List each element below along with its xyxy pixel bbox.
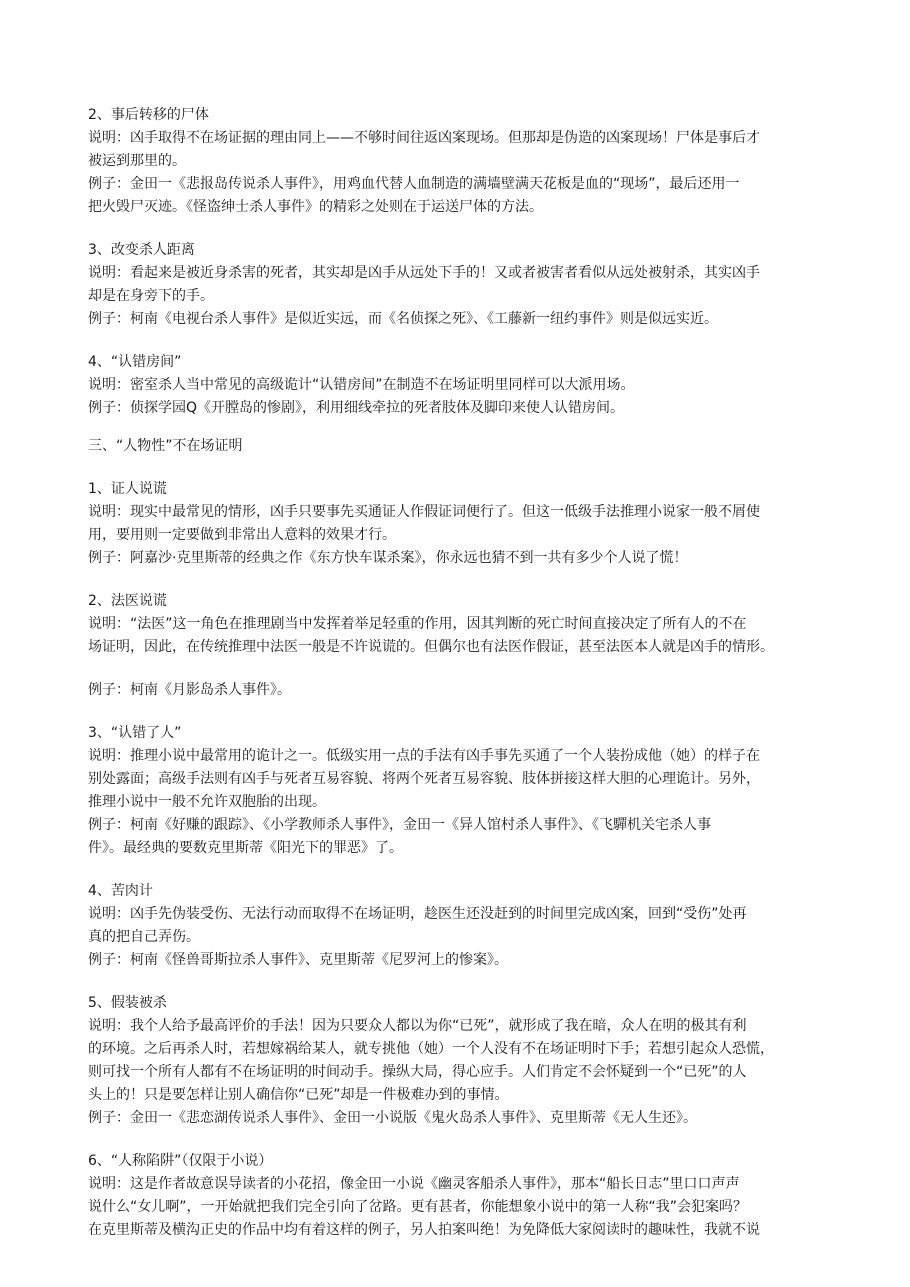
section-heading: 6、“人称陷阱”（仅限于小说） (88, 1153, 273, 1169)
section-heading: 1、证人说谎 (88, 481, 167, 497)
paragraph-line: 真的把自己弄伤。 (88, 929, 200, 945)
paragraph-line: 例子：柯南《月影岛杀人事件》。 (88, 682, 291, 698)
paragraph-line: 头上的！只是要怎样让别人确信你“已死”却是一件极难办到的事情。 (88, 1087, 509, 1103)
paragraph-line: 说明：“法医”这一角色在推理剧当中发挥着举足轻重的作用，因其判断的死亡时间直接决定了所有人的不在 (88, 616, 747, 632)
section-gap (88, 1130, 828, 1150)
paragraph-line: 在克里斯蒂及横沟正史的作品中均有着这样的例子，另人拍案叫绝！为免降低大家阅读时的趣味性，我就不说 (88, 1222, 760, 1238)
section-heading: 4、“认错房间” (88, 354, 182, 370)
paragraph-line: 例子：柯南《怪兽哥斯拉杀人事件》、克里斯蒂《尼罗河上的惨案》。 (88, 952, 508, 968)
paragraph-line: 例子：阿嘉沙·克里斯蒂的经典之作《东方快车谋杀案》，你永远也猜不到一共有多少个人说了慌！ (88, 550, 688, 566)
paragraph-line: 例子：金田一《悲恋湖传说杀人事件》、金田一小说版《鬼火岛杀人事件》、克里斯蒂《无人生还》。 (88, 1110, 697, 1126)
paragraph-line: 说明：看起来是被近身杀害的死者，其实却是凶手从远处下手的！又或者被害者看似从远处被射杀，其实凶手 (88, 265, 760, 281)
paragraph-line: 却是在身旁下的手。 (88, 288, 214, 304)
document-page (88, 104, 828, 1242)
section-gap (88, 972, 828, 992)
paragraph-line: 被运到那里的。 (88, 153, 186, 169)
paragraph-line: 说明：现实中最常见的情形，凶手只要事先买通证人作假证词便行了。但这一低级手法推理小说家一般不屑使 (88, 504, 760, 520)
section-post-moved-body (88, 104, 828, 219)
paragraph-line: 则可找一个所有人都有不在场证明的时间动手。操纵大局，得心应手。人们肯定不会怀疑到一个“已死”的人 (88, 1064, 747, 1080)
section-coroner-lies (88, 590, 828, 659)
paragraph-line: 把火毁尸灭迹。《怪盗绅士杀人事件》的精彩之处则在于运送尸体的方法。 (88, 199, 543, 215)
paragraph-line: 说明：我个人给予最高评价的手法！因为只要众人都以为你“已死”，就形成了我在暗，众人在明的极其有利 (88, 1018, 747, 1034)
paragraph-line: 说什么“女儿啊”，一开始就把我们完全引向了岔路。更有甚者，你能想象小说中的第一人称“我”会犯案吗？ (88, 1199, 748, 1215)
paragraph-line: 推理小说中一般不允许双胞胎的出现。 (88, 794, 326, 810)
paragraph-line: 例子：金田一《悲报岛传说杀人事件》，用鸡血代替人血制造的满墙壁满天花板是血的“现场”，最后还用一 (88, 176, 740, 192)
paragraph-line: 说明：推理小说中最常用的诡计之一。低级实用一点的手法有凶手事先买通了一个人装扮成他（她）的样子在 (88, 748, 760, 764)
chapter-heading-block (88, 435, 828, 458)
chapter-heading: 三、“人物性”不在场证明 (88, 438, 243, 454)
section-wrong-room (88, 351, 828, 420)
section-fake-death (88, 992, 828, 1130)
section-witness-lies (88, 478, 828, 570)
section-gap (88, 702, 828, 722)
paragraph-line: 说明：凶手先伪装受伤、无法行动而取得不在场证明，趁医生还没赶到的时间里完成凶案，回到“受伤”处再 (88, 906, 747, 922)
section-gap (88, 420, 828, 435)
section-change-distance (88, 239, 828, 331)
section-coroner-example (88, 679, 828, 702)
paragraph-line: 例子：柯南《好赚的跟踪》、《小学教师杀人事件》，金田一《异人馆村杀人事件》、《飞驒机关宅杀人事 (88, 817, 711, 833)
section-heading: 5、假装被杀 (88, 995, 167, 1011)
section-gap (88, 331, 828, 351)
paragraph-line: 例子：侦探学园Q《开膛岛的惨剧》，利用细线牵拉的死者肢体及脚印来使人认错房间。 (88, 400, 625, 416)
section-self-injury (88, 880, 828, 972)
section-gap (88, 458, 828, 478)
section-gap (88, 570, 828, 590)
section-gap (88, 659, 828, 679)
paragraph-line: 说明：这是作者故意误导读者的小花招，像金田一小说《幽灵客船杀人事件》，那本“船长日志”里口口声声 (88, 1176, 740, 1192)
paragraph-line: 场证明，因此，在传统推理中法医一般是不许说谎的。但偶尔也有法医作假证，甚至法医本人就是凶手的情形。 (88, 639, 774, 655)
paragraph-line: 例子：柯南《电视台杀人事件》是似近实远，而《名侦探之死》、《工藤新一纽约事件》则是似远实近。 (88, 311, 718, 327)
section-heading: 2、事后转移的尸体 (88, 107, 209, 123)
section-heading: 2、法医说谎 (88, 593, 167, 609)
paragraph-line: 别处露面；高级手法则有凶手与死者互易容貌、将两个死者互易容貌、肢体拼接这样大胆的心理诡计。另外， (88, 771, 760, 787)
paragraph-line: 说明：凶手取得不在场证据的理由同上——不够时间往返凶案现场。但那却是伪造的凶案现场！尸体是事后才 (88, 130, 760, 146)
section-gap (88, 219, 828, 239)
section-person-trap (88, 1150, 828, 1242)
section-gap (88, 860, 828, 880)
section-heading: 4、苦肉计 (88, 883, 153, 899)
paragraph-line: 件》。最经典的要数克里斯蒂《阳光下的罪恶》了。 (88, 840, 403, 856)
section-heading: 3、“认错了人” (88, 725, 182, 741)
paragraph-line: 说明：密室杀人当中常见的高级诡计“认错房间”在制造不在场证明里同样可以大派用场。 (88, 377, 635, 393)
section-mistaken-identity (88, 722, 828, 860)
paragraph-line: 的环境。之后再杀人时，若想嫁祸给某人，就专挑他（她）一个人没有不在场证明时下手；若想引起众人恐慌， (88, 1041, 774, 1057)
section-heading: 3、改变杀人距离 (88, 242, 195, 258)
paragraph-line: 用，要用则一定要做到非常出人意料的效果才行。 (88, 527, 396, 543)
